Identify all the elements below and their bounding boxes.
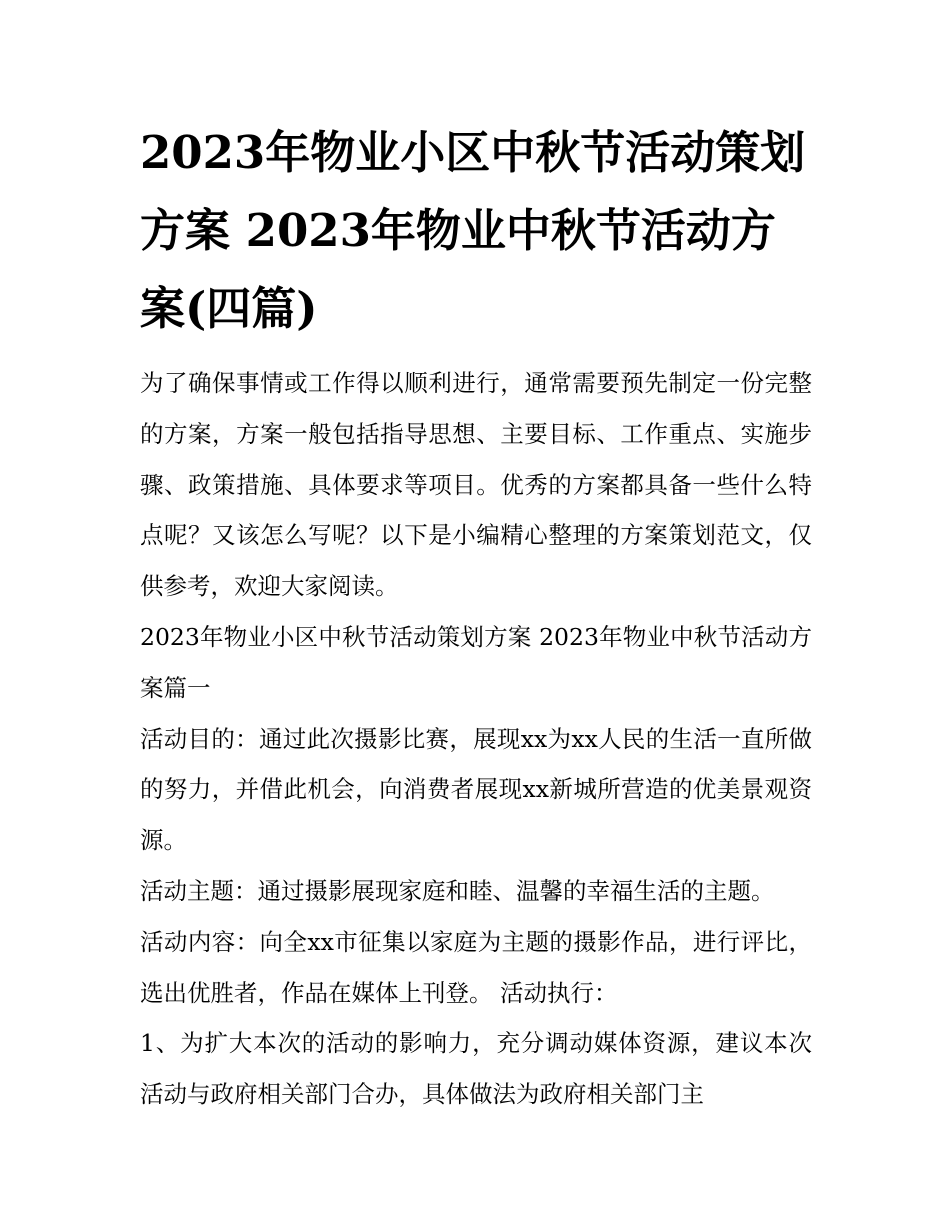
paragraph-activity-content: 活动内容：向全xx市征集以家庭为主题的摄影作品，进行评比，选出优胜者，作品在媒体上刊登。 活动执行：	[140, 927, 812, 1007]
paragraph-activity-purpose: 活动目的：通过此次摄影比赛，展现xx为xx人民的生活一直所做的努力，并借此机会，向消费者展现xx新城所营造的优美景观资源。	[140, 724, 812, 855]
paragraph-intro: 为了确保事情或工作得以顺利进行，通常需要预先制定一份完整的方案，方案一般包括指导思想、主要目标、工作重点、实施步骤、政策措施、具体要求等项目。优秀的方案都具备一些什么特点呢？又该怎么写呢？以下是小编精心整理的方案策划范文，仅供参考，欢迎大家阅读。	[140, 369, 812, 601]
document-body	[140, 358, 812, 1120]
document-title: 2023年物业小区中秋节活动策划方案 2023年物业中秋节活动方案(四篇)	[140, 126, 806, 335]
paragraph-activity-theme: 活动主题：通过摄影展现家庭和睦、温馨的幸福生活的主题。	[140, 876, 775, 905]
document-content	[140, 114, 812, 1120]
paragraph-item-1: 1、为扩大本次的活动的影响力，充分调动媒体资源，建议本次活动与政府相关部门合办，具体做法为政府相关部门主	[140, 1029, 812, 1109]
paragraph-section-heading: 2023年物业小区中秋节活动策划方案 2023年物业中秋节活动方案篇一	[140, 622, 812, 702]
